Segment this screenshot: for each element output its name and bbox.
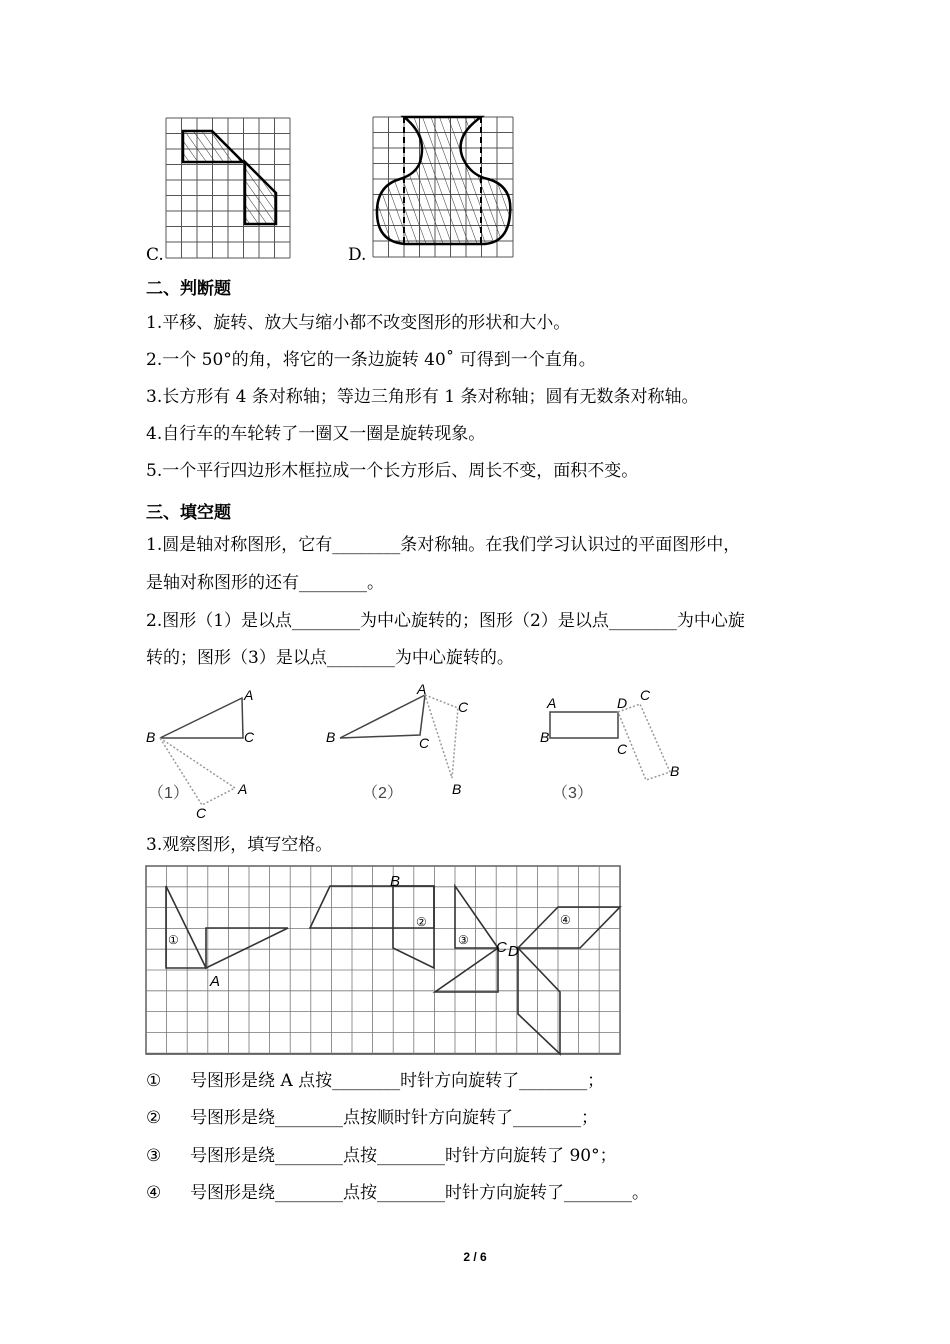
section3-heading: 三、填空题 (146, 503, 231, 523)
fig2-label-a: A (417, 681, 427, 697)
figure-c-grid (164, 114, 292, 260)
fig2-label-c: C (419, 735, 430, 751)
grid-label-shape1: ① (168, 933, 179, 947)
page-number: 2 / 6 (463, 1250, 487, 1264)
grid-label-shape2: ② (416, 915, 427, 929)
fig3-label-b2: B (670, 763, 680, 779)
q3-row-3-text: 号图形是绕________点按________时针方向旋转了 90°； (190, 1146, 617, 1166)
fill-q1-line2: 是轴对称图形的还有________。 (146, 573, 384, 593)
fig3-label-c: C (617, 741, 628, 757)
shape-1-rotated (206, 928, 288, 968)
fig2-caption: （2） (362, 785, 403, 802)
q3-row-4-text: 号图形是绕________点按________时针方向旋转了________。 (190, 1183, 650, 1203)
fig2-label-c2: C (458, 699, 469, 715)
fill-q2-line1: 2.图形（1）是以点________为中心旋转的；图形（2）是以点________为中心旋 (146, 611, 745, 631)
grid-label-c: C (496, 939, 507, 956)
fill-q1-line1: 1.圆是轴对称图形，它有________条对称轴。在我们学习认识过的平面图形中， (146, 535, 741, 555)
vase-shape (377, 117, 510, 244)
section2-heading: 二、判断题 (146, 279, 231, 299)
grid-label-d: D (508, 943, 519, 960)
shape-1 (166, 886, 206, 968)
q3-row-3-num: ③ (146, 1146, 162, 1166)
grid-label-b: B (390, 873, 401, 890)
grid-label-shape4: ④ (560, 913, 571, 927)
choice-d-label: D. (348, 245, 367, 265)
judge-item-5: 5.一个平行四边形木框拉成一个长方形后、周长不变，面积不变。 (146, 461, 639, 481)
fig3-label-a: A (547, 695, 557, 711)
judge-item-4: 4.自行车的车轮转了一圈又一圈是旋转现象。 (146, 424, 486, 444)
fill-q3-title: 3.观察图形，填写空格。 (146, 835, 333, 855)
fig3-rectangle (550, 712, 618, 738)
fig1-label-c: C (244, 729, 255, 745)
shape-c-bottom (245, 162, 276, 224)
choice-c-label: C. (146, 245, 164, 265)
q3-row-4-num: ④ (146, 1183, 162, 1203)
fig2-label-b2: B (452, 781, 462, 797)
fig2-triangle (340, 695, 425, 738)
q3-row-2 (146, 1107, 598, 1129)
q3-row-3 (146, 1145, 617, 1167)
fig1-triangle (160, 698, 243, 738)
q3-row-4 (146, 1182, 649, 1204)
fig3-caption: （3） (552, 785, 593, 802)
judge-item-3: 3.长方形有 4 条对称轴；等边三角形有 1 条对称轴；圆有无数条对称轴。 (146, 387, 699, 407)
fig3-label-d: D (617, 695, 628, 711)
fig3-label-b: B (540, 729, 550, 745)
judge-item-1: 1.平移、旋转、放大与缩小都不改变图形的形状和大小。 (146, 313, 571, 333)
judge-item-2: 2.一个 50°的角，将它的一条边旋转 40˚ 可得到一个直角。 (146, 350, 596, 370)
fig1-label-a: A (244, 687, 254, 703)
rotation-figures (140, 680, 700, 825)
fig3-label-c2: C (640, 687, 651, 703)
fill-q2-line2: 转的；图形（3）是以点________为中心旋转的。 (146, 648, 514, 668)
fig1-label-c2: C (196, 805, 207, 821)
shape-c-top (183, 131, 243, 162)
fig2-label-b: B (326, 729, 336, 745)
q3-row-1 (146, 1070, 604, 1092)
figure-d-grid (370, 114, 516, 260)
q3-row-2-text: 号图形是绕________点按顺时针方向旋转了________； (190, 1108, 599, 1128)
q3-row-2-num: ② (146, 1108, 162, 1128)
grid-label-shape3: ③ (458, 933, 469, 947)
q3-grid-figure (140, 862, 626, 1058)
q3-row-1-text: 号图形是绕 A 点按________时针方向旋转了________； (190, 1071, 605, 1091)
fig2-rotated-triangle (425, 695, 458, 778)
q3-row-1-num: ① (146, 1071, 162, 1091)
fig1-label-a2: A (238, 781, 248, 797)
fig1-caption: （1） (148, 785, 189, 802)
grid-label-a: A (210, 973, 221, 990)
fig1-label-b: B (146, 729, 156, 745)
shape-4-rotated (518, 948, 560, 1054)
